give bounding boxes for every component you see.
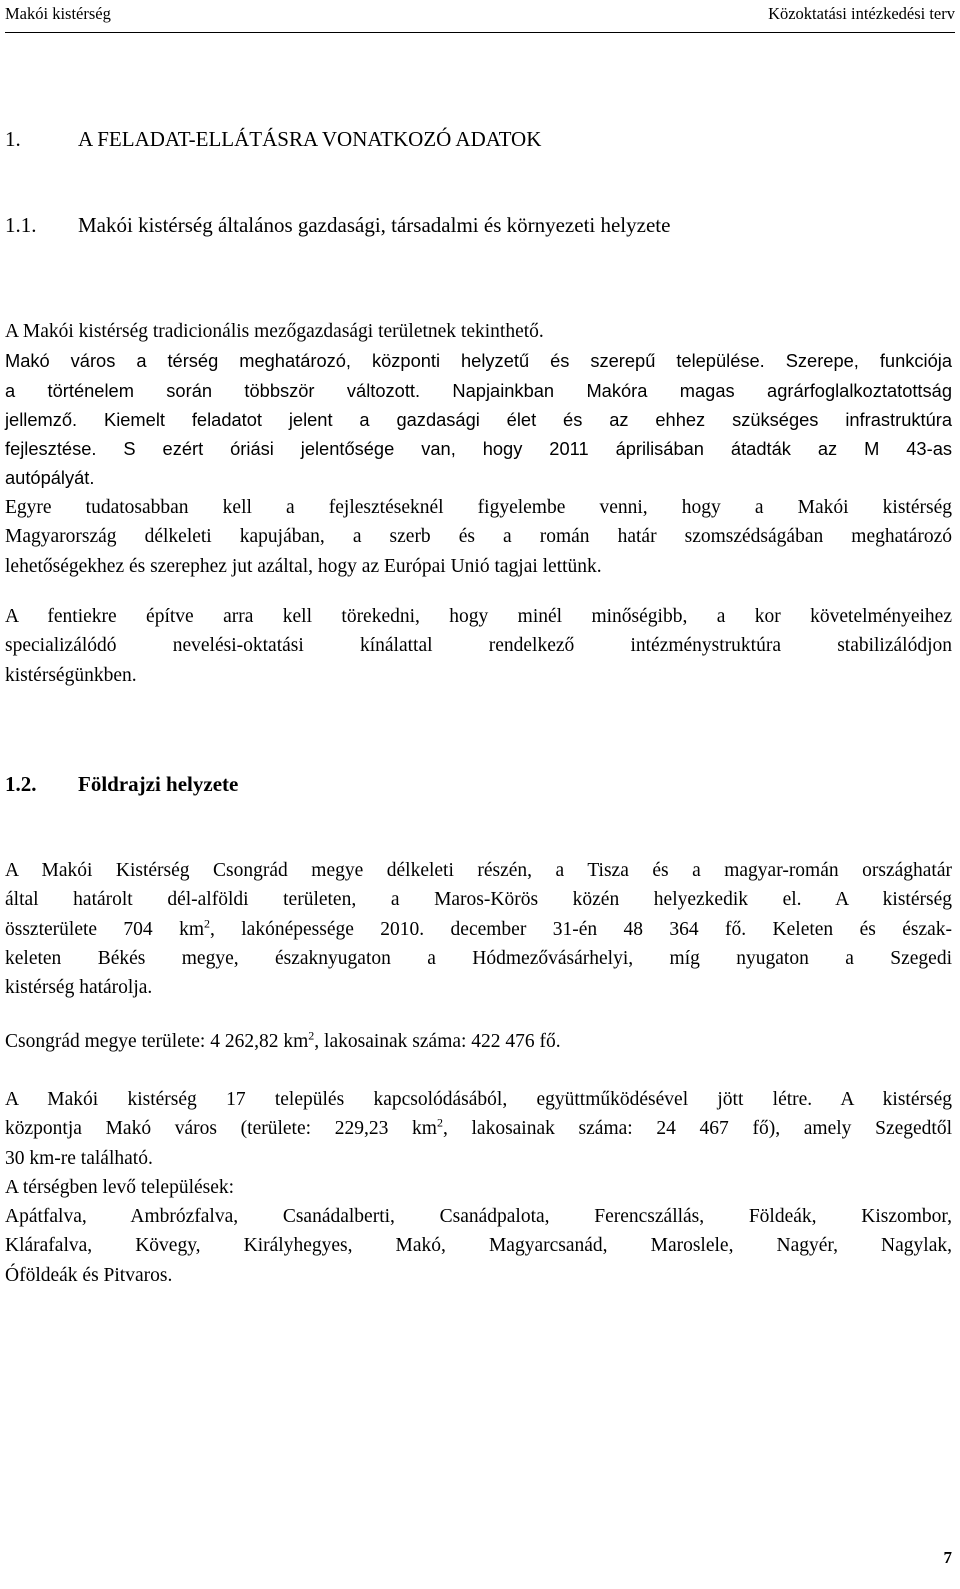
- paragraph-line: által határolt dél-alföldi területen, a Maros-Körös közén helyezkedik el. A kistérség: [5, 889, 952, 911]
- paragraph-line: A Makói Kistérség Csongrád megye délkeleti részén, a Tisza és a magyar-román országhatár: [5, 860, 952, 881]
- paragraph-line: jellemző. Kiemelt feladatot jelent a gazdasági élet és az ehhez szükséges infrastruktúra: [5, 408, 952, 430]
- text-run: , lakosainak száma: 422 476 fő.: [314, 1031, 561, 1052]
- text-run: , lakosainak száma: 24 467 fő), amely Szegedtől: [442, 1118, 952, 1140]
- superscript: 2: [204, 916, 210, 931]
- section-1-2-number: 1.2.: [5, 772, 37, 796]
- header-left: Makói kistérség: [5, 4, 111, 23]
- paragraph-line: keleten Békés megye, északnyugaton a Hódmezővásárhelyi, míg nyugaton a Szegedi: [5, 947, 952, 969]
- paragraph-line: [5, 1027, 952, 1056]
- text-run: központja Makó város (területe: 229,23 km: [5, 1118, 437, 1140]
- text-run: Csongrád megye területe: 4 262,82 km: [5, 1031, 309, 1052]
- section-1-heading: [5, 125, 542, 153]
- paragraph-strategy: [5, 493, 952, 581]
- paragraph-county: [5, 1027, 952, 1056]
- paragraph-line: [5, 915, 952, 944]
- header-right: Közoktatási intézkedési terv: [768, 4, 955, 23]
- paragraph-line: A fentiekre építve arra kell törekedni, hogy minél minőségibb, a kor követelményeihez: [5, 606, 952, 627]
- paragraph-line: Óföldeák és Pitvaros.: [5, 1264, 173, 1286]
- superscript: 2: [308, 1028, 315, 1043]
- paragraph-line: Klárafalva, Kövegy, Királyhegyes, Makó, Magyarcsanád, Maroslele, Nagyér, Nagylak,: [5, 1235, 952, 1257]
- paragraph-education: [5, 602, 952, 690]
- paragraph-line: autópályát.: [5, 467, 95, 489]
- paragraph-line: Egyre tudatosabban kell a fejlesztéseknél figyelembe venni, hogy a Makói kistérség: [5, 497, 952, 518]
- section-1-1-title: Makói kistérség általános gazdasági, társadalmi és környezeti helyzete: [78, 213, 671, 237]
- paragraph-economy: [5, 317, 952, 493]
- section-1-number: 1.: [5, 127, 21, 151]
- section-1-1-number: 1.1.: [5, 213, 37, 237]
- paragraph-line: a történelem során többször változott. Napjainkban Makóra magas agrárfoglalkoztatottság: [5, 379, 952, 401]
- paragraph-line: 30 km-re található.: [5, 1147, 153, 1169]
- section-1-2-heading: [5, 770, 239, 798]
- paragraph-line: A Makói kistérség 17 település kapcsolódásából, együttműködésével jött létre. A kistérség: [5, 1089, 952, 1110]
- paragraph-settlements: [5, 1085, 952, 1290]
- text-run: összterülete 704 km: [5, 918, 204, 940]
- text-run: , lakónépessége 2010. december 31-én 48 364 fő. Keleten és észak-: [210, 918, 952, 940]
- paragraph-line: A Makói kistérség tradicionális mezőgazdasági területnek tekinthető.: [5, 321, 544, 342]
- paragraph-line: Apátfalva, Ambrózfalva, Csanádalberti, Csanádpalota, Ferencszállás, Földeák, Kiszombor,: [5, 1206, 952, 1228]
- paragraph-line: specializálódó nevelési-oktatási kínálattal rendelkező intézménystruktúra stabilizálódjon: [5, 635, 952, 657]
- paragraph-line: lehetőségekhez és szerephez jut azáltal, hogy az Európai Unió tagjai lettünk.: [5, 555, 602, 577]
- superscript: 2: [436, 1115, 443, 1130]
- paragraph-geography: [5, 856, 952, 1002]
- header-divider: [5, 32, 955, 33]
- paragraph-line: [5, 1114, 952, 1143]
- section-1-1-heading: [5, 211, 671, 239]
- paragraph-line: fejlesztése. S ezért óriási jelentősége van, hogy 2011 áprilisában átadták az M 43-as: [5, 438, 952, 460]
- paragraph-line: kistérségünkben.: [5, 664, 137, 686]
- paragraph-line: kistérség határolja.: [5, 977, 153, 999]
- page-number: 7: [943, 1548, 952, 1567]
- section-1-2-title: Földrajzi helyzete: [78, 772, 239, 796]
- paragraph-line: A térségben levő települések:: [5, 1176, 235, 1198]
- section-1-title: A FELADAT-ELLÁTÁSRA VONATKOZÓ ADATOK: [78, 127, 542, 151]
- paragraph-line: Magyarország délkeleti kapujában, a szerb és a román határ szomszédságában meghatározó: [5, 526, 952, 548]
- paragraph-line: Makó város a térség meghatározó, központi helyzetű és szerepű települése. Szerepe, funkciója: [5, 350, 952, 372]
